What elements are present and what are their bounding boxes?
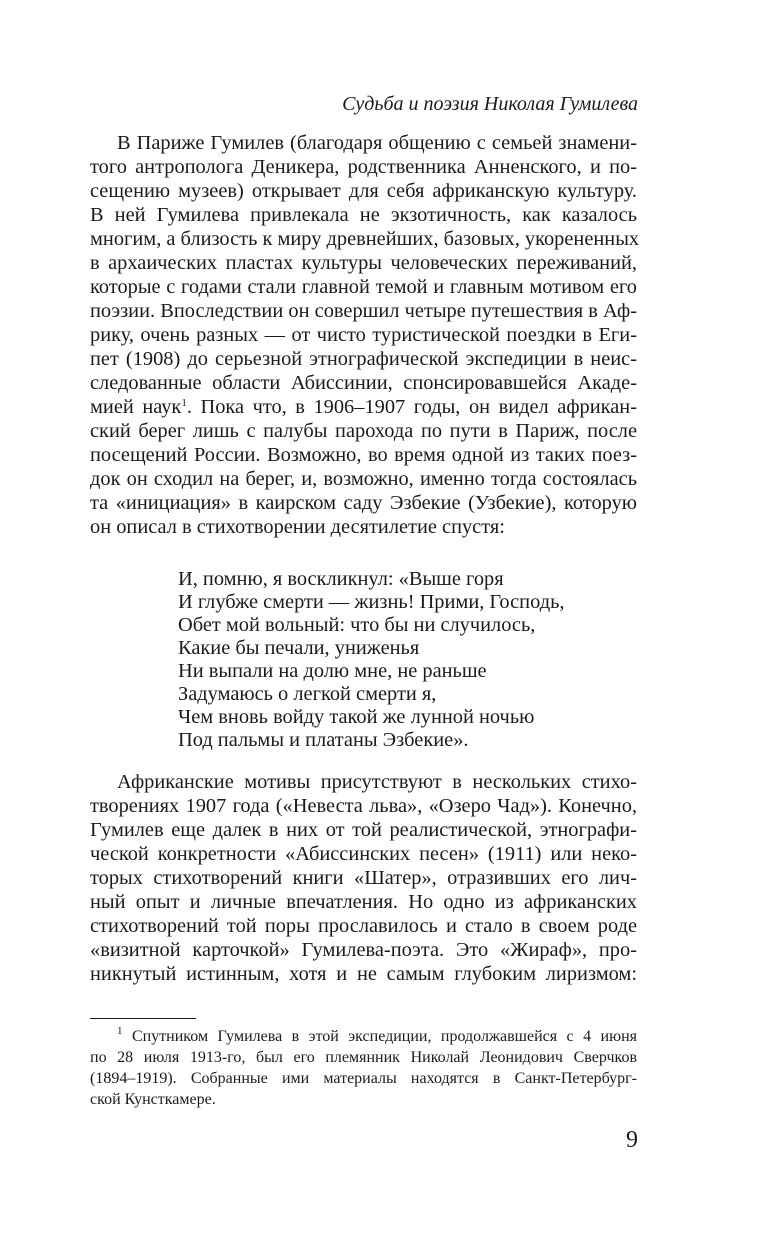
text-line-with-footnote [90, 395, 637, 419]
footnote-reference: 1 [181, 397, 187, 409]
text-line: творениях 1907 года («Невеста льва», «Озеро Чад»). Конечно, [90, 795, 637, 817]
text-line: Африканские мотивы присутствуют в нескольких стихо- [117, 771, 637, 793]
text-line: в архаических пластах культуры человеческих переживаний, [90, 252, 637, 274]
poem-line: Обет мой вольный: что бы ни случилось, [178, 614, 536, 636]
poem-line: И глубже смерти — жизнь! Прими, Господь, [178, 591, 565, 613]
footnote-line: по 28 июля 1913-го, был его племянник Николай Леонидович Сверчков [90, 1049, 637, 1066]
text-line: В ней Гумилева привлекала не экзотичность, как казалось [90, 204, 637, 226]
poem-line: Чем вновь войду такой же лунной ночью [178, 706, 535, 728]
text-line: док он сходил на берег, и, возможно, именно тогда состоялась [90, 468, 637, 490]
text-line: пет (1908) до серьезной этнографической экспедиции в неис- [90, 348, 637, 370]
text-line: он описал в стихотворении десятилетие спустя: [90, 516, 505, 538]
text-line: торых стихотворений книги «Шатер», отразивших его лич- [90, 867, 637, 889]
text-span: . Пока что, в 1906–1907 годы, он видел африкан- [186, 396, 637, 418]
poem-line: Ни выпали на долю мне, не раньше [178, 660, 487, 682]
text-line: ный опыт и личные впечатления. Но одно из африканских [90, 891, 637, 913]
poem-line: Задумаюсь о легкой смерти я, [178, 683, 437, 705]
poem-line: Какие бы печали, униженья [178, 637, 420, 659]
text-line: которые с годами стали главной темой и главным мотивом его [90, 276, 637, 298]
text-line: ский берег лишь с палубы парохода по пути в Париж, после [90, 420, 637, 442]
text-line: ческой конкретности «Абиссинских песен» (1911) или неко- [90, 843, 637, 865]
footnote-divider [90, 1018, 196, 1019]
footnote-line [117, 1026, 637, 1047]
running-head: Судьба и поэзия Николая Гумилева [342, 93, 638, 115]
text-line: В Париже Гумилев (благодаря общению с семьей знамени- [117, 132, 637, 154]
poem-line: И, помню, я воскликнул: «Выше горя [178, 568, 504, 590]
text-line: та «инициация» в каирском саду Эзбекие (Узбекие), которую [90, 492, 637, 514]
text-line: рику, очень разных — от чисто туристической поездки в Еги- [90, 324, 637, 346]
text-line: сещению музеев) открывает для себя африканскую культуру. [90, 180, 637, 202]
text-line: «визитной карточкой» Гумилева-поэта. Это «Жираф», про- [90, 939, 637, 961]
footnote-line: ской Кунсткамере. [90, 1091, 216, 1108]
poem-line: Под пальмы и платаны Эзбекие». [178, 729, 469, 751]
text-span: Спутником Гумилева в этой экспедиции, продолжавшейся с 4 июня [131, 1028, 637, 1045]
page-number: 9 [626, 1127, 638, 1153]
text-line: того антрополога Деникера, родственника Анненского, и по- [90, 156, 637, 178]
footnote-line: (1894–1919). Собранные ими материалы находятся в Санкт-Петербург- [90, 1070, 637, 1087]
text-line: посещений России. Возможно, во время одной из таких поез- [90, 444, 637, 466]
footnote-mark: 1 [117, 1025, 123, 1037]
text-line: следованные области Абиссинии, спонсировавшейся Акаде- [90, 372, 637, 394]
text-line: Гумилев еще далек в них от той реалистической, этнографи- [90, 819, 637, 841]
text-span: мией наук [90, 396, 182, 418]
text-line: многим, а близость к миру древнейших, базовых, укорененных [90, 228, 640, 250]
text-line: никнутый истинным, хотя и не самым глубоким лиризмом: [90, 963, 637, 985]
text-line: стихотворений той поры прославилось и стало в своем роде [90, 915, 637, 937]
text-line: поэзии. Впоследствии он совершил четыре путешествия в Аф- [90, 300, 637, 322]
